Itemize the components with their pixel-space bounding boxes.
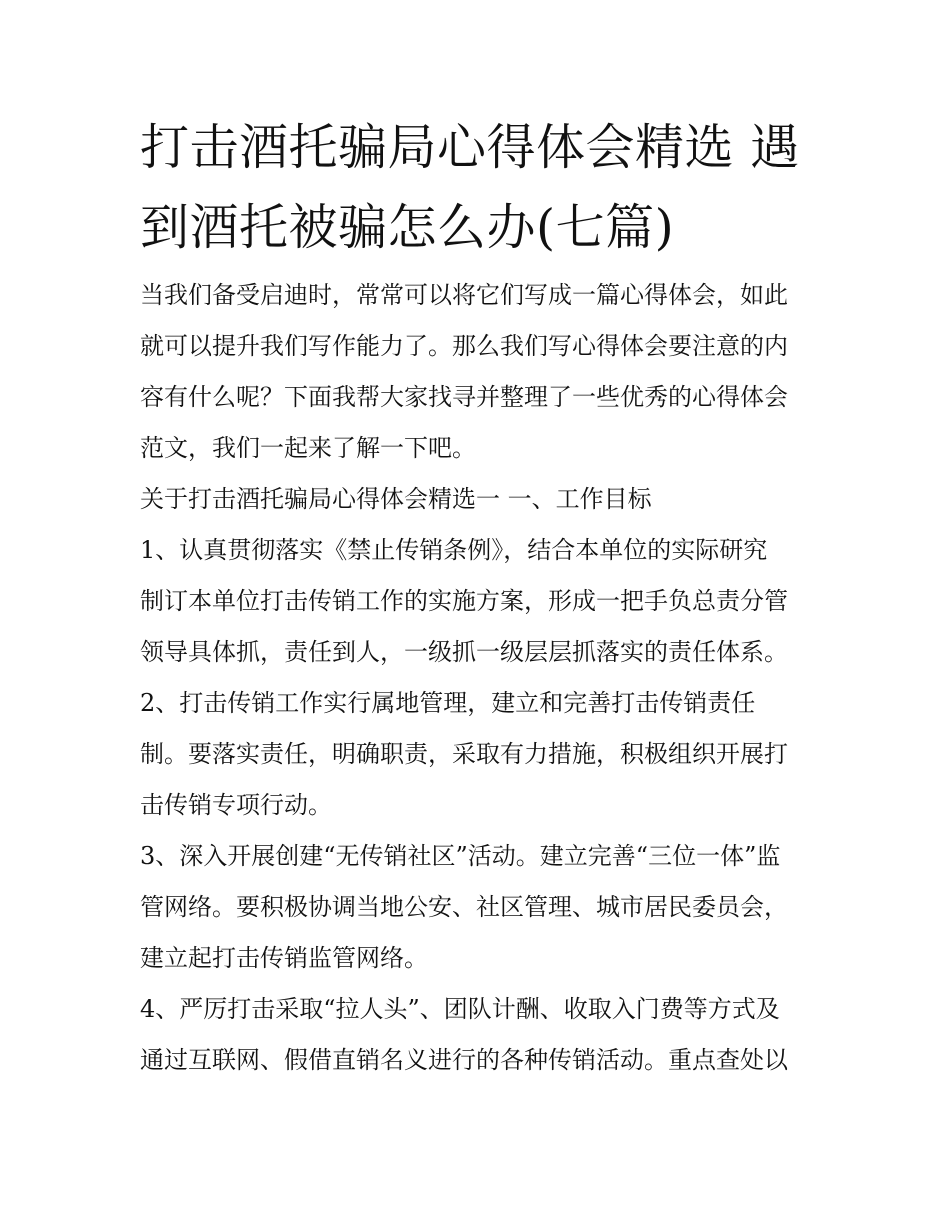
item-4-line: 通过互联网、假借直销名义进行的各种传销活动。重点查处以 — [140, 1046, 788, 1074]
item-2-line: 击传销专项行动。 — [140, 791, 332, 819]
document-body — [140, 270, 816, 1086]
title-line: 打击酒托骗局心得体会精选 遇 — [140, 119, 800, 176]
item-3-line: 建立起打击传销监管网络。 — [140, 944, 428, 972]
document-title — [140, 108, 820, 268]
intro-line: 当我们备受启迪时，常常可以将它们写成一篇心得体会，如此 — [140, 281, 788, 309]
item-3-line: 3、深入开展创建“无传销社区”活动。建立完善“三位一体”监 — [140, 842, 781, 870]
item-1-line: 领导具体抓，责任到人，一级抓一级层层抓落实的责任体系。 — [140, 638, 788, 666]
intro-line: 容有什么呢？下面我帮大家找寻并整理了一些优秀的心得体会 — [140, 383, 788, 411]
intro-line: 范文，我们一起来了解一下吧。 — [140, 434, 476, 462]
section-heading: 关于打击酒托骗局心得体会精选一 一、工作目标 — [140, 485, 652, 513]
title-line: 到酒托被骗怎么办(七篇) — [140, 199, 675, 256]
intro-line: 就可以提升我们写作能力了。那么我们写心得体会要注意的内 — [140, 332, 788, 360]
item-1-line: 1、认真贯彻落实《禁止传销条例》，结合本单位的实际研究 — [140, 536, 768, 564]
item-2-line: 2、打击传销工作实行属地管理，建立和完善打击传销责任 — [140, 689, 756, 717]
item-4-line: 4、严厉打击采取“拉人头”、团队计酬、收取入门费等方式及 — [140, 995, 780, 1023]
item-1-line: 制订本单位打击传销工作的实施方案，形成一把手负总责分管 — [140, 587, 788, 615]
item-2-line: 制。要落实责任，明确职责，采取有力措施，积极组织开展打 — [140, 740, 788, 768]
item-3-line: 管网络。要积极协调当地公安、社区管理、城市居民委员会， — [140, 893, 788, 921]
